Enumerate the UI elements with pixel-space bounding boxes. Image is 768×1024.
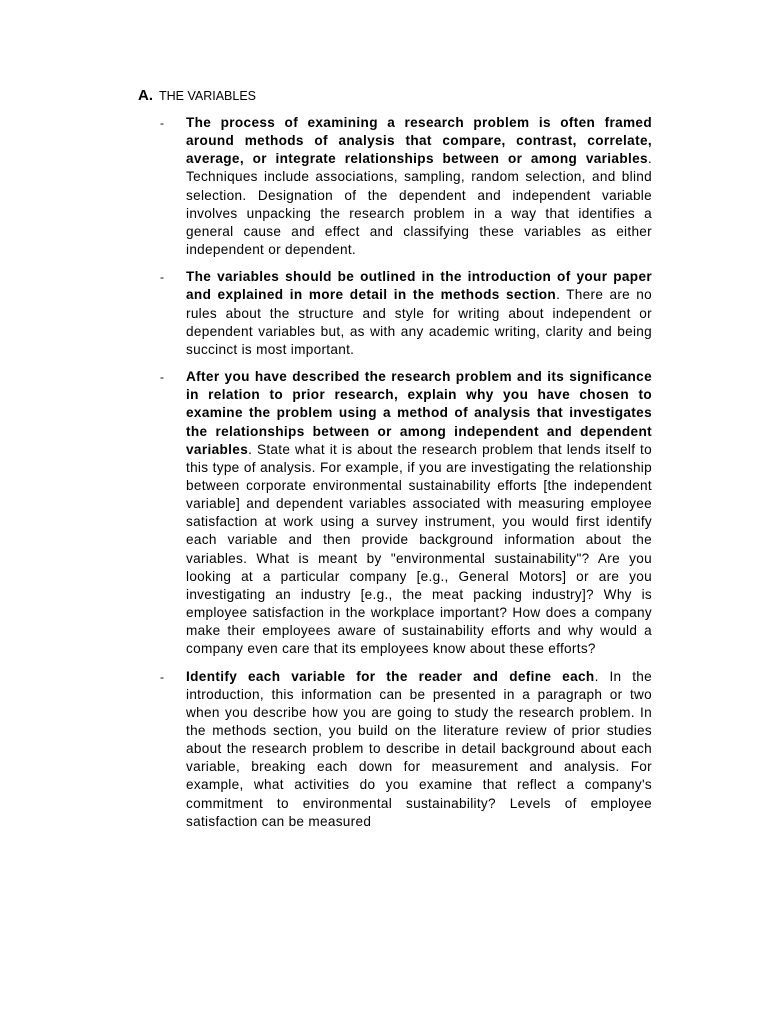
dash-marker: - (160, 116, 164, 130)
section-letter: A. (138, 87, 153, 104)
bullet-bold-lead: The process of examining a research problem is often framed around methods of analysis that compare, contrast, correlate, average, or integrate relationships between or among variables (186, 115, 652, 167)
dash-marker: - (160, 669, 164, 684)
bullet-bold-lead: Identify each variable for the reader and define each (186, 668, 595, 684)
bullet-item (160, 114, 652, 259)
bullet-body-text: . There are no rules about the structure and style for writing about independent or dependent variables but, as with any academic writing, clarity and being succinct is most important. (186, 287, 652, 357)
bullet-item (160, 668, 652, 831)
bullet-item (160, 268, 652, 359)
bullet-bold-lead: After you have described the research problem and its significance in relation to prior research, explain why you have chosen to examine the problem using a method of analysis that investigates the relationships between or among independent and dependent variables (186, 369, 652, 457)
bullet-item (160, 368, 652, 659)
bullet-bold-lead: The variables should be outlined in the introduction of your paper and explained in more detail in the methods section (186, 269, 652, 303)
bullet-list (160, 114, 652, 840)
dash-marker: - (160, 270, 164, 285)
section-heading (138, 88, 256, 104)
bullet-body-text: . In the introduction, this information can be presented in a paragraph or two when you describe how you are going to study the research problem. In the methods section, you build on the literature review of prior studies about the research problem to describe in detail background about each variable, breaking each down for measurement and analysis. For example, what activities do you examine that reflect a company's commitment to environmental sustainability? Levels of employee satisfaction can be measured (186, 668, 653, 829)
section-title: THE VARIABLES (159, 89, 257, 103)
dash-marker: - (160, 370, 164, 385)
bullet-body-text: . State what it is about the research problem that lends itself to this type of analysis. For example, if you are investigating the relationship between corporate environmental sustainability efforts [the independent variable] and dependent variables associated with measuring employee satisfaction at work using a survey instrument, you would first identify each variable and then provide background information about the variables. What is meant by "environmental sustainability"? Are you looking at a particular company [e.g., General Motors] or are you investigating an industry [e.g., the meat packing industry]? Why is employee satisfaction in the workplace important? How does a company make their employees aware of sustainability efforts and why would a company even care that its employees know about these efforts? (186, 441, 652, 657)
bullet-body-text: . Techniques include associations, sampling, random selection, and blind selection. Designation of the dependent and independent variable involves unpacking the research problem in a way that identifies a general cause and effect and classifying these variables as either independent or dependent. (186, 151, 652, 258)
